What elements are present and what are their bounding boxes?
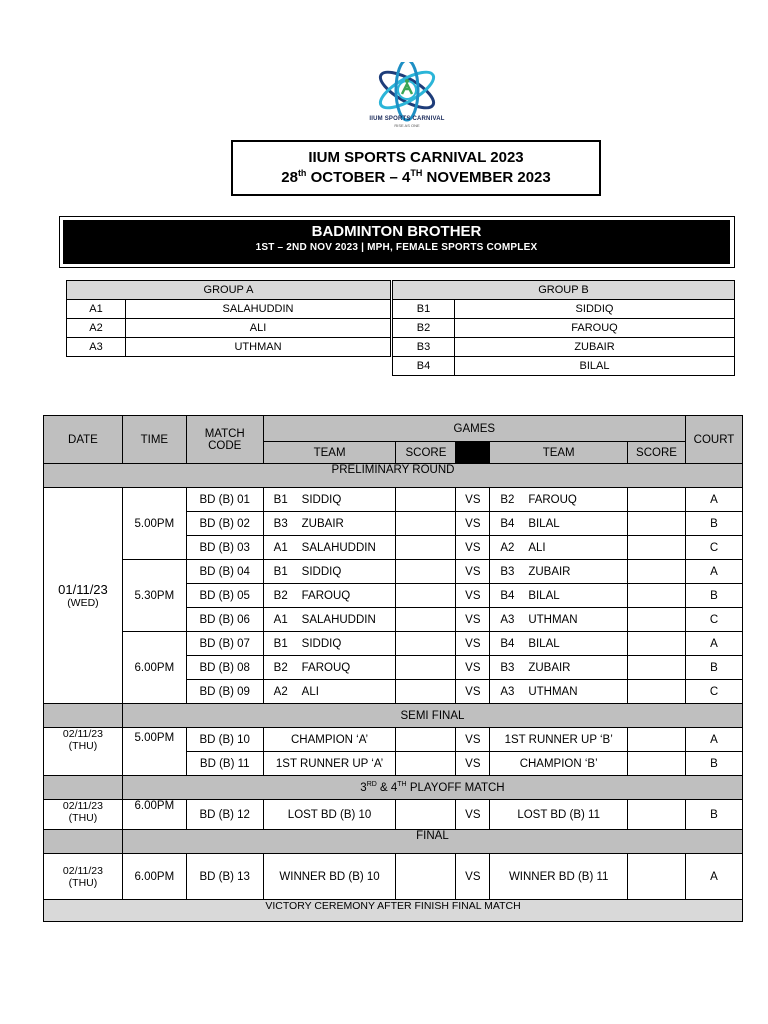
preliminary-date: 01/11/23 (WED): [44, 488, 123, 704]
table-row: BD (B) 03 A1 SALAHUDDIN VS A2 ALI C: [44, 536, 743, 560]
table-row: B3 ZUBAIR: [393, 338, 735, 357]
playoff-label: 3RD & 4TH PLAYOFF MATCH: [122, 776, 742, 800]
logo-subtext: RISE AS ONE: [394, 123, 420, 128]
group-a-header: GROUP A: [67, 281, 391, 300]
table-row: BD (B) 08 B2 FAROUQ VS B3 ZUBAIR B: [44, 656, 743, 680]
table-row: BD (B) 05 B2 FAROUQ VS B4 BILAL B: [44, 584, 743, 608]
event-dates: 28th OCTOBER – 4TH NOVEMBER 2023: [281, 168, 551, 186]
score-cell: [628, 488, 686, 512]
table-row: BD (B) 06 A1 SALAHUDDIN VS A3 UTHMAN C: [44, 608, 743, 632]
table-row: B4 BILAL: [393, 357, 735, 376]
group-b-table: [392, 280, 735, 376]
table-row: 6.00PM BD (B) 07 B1 SIDDIQ VS B4 BILAL A: [44, 632, 743, 656]
score-header: SCORE: [396, 442, 456, 464]
table-row: 01/11/23 (WED) 5.00PM BD (B) 01 B1 SIDDIQ VS B2 FAROUQ A: [44, 488, 743, 512]
score-cell: [396, 488, 456, 512]
table-row: BD (B) 09 A2 ALI VS A3 UTHMAN C: [44, 680, 743, 704]
score-cell: [628, 584, 686, 608]
score-cell: [628, 512, 686, 536]
event-name: BADMINTON BROTHER: [311, 223, 482, 240]
table-row: A3 UTHMAN: [67, 338, 391, 357]
slot-time: 6.00PM: [122, 632, 186, 704]
semi-date: 02/11/23 (THU): [44, 728, 123, 776]
score-cell: [396, 512, 456, 536]
group-b-header: GROUP B: [393, 281, 735, 300]
title-box: [231, 140, 601, 196]
match-code-header: MATCH CODE: [186, 416, 263, 464]
preliminary-round-label: PRELIMINARY ROUND: [44, 464, 743, 488]
group-a-table: [66, 280, 391, 357]
final-label: FINAL: [122, 830, 742, 854]
slot-time: 5.00PM: [122, 488, 186, 560]
score-cell: [396, 728, 456, 752]
table-row: 02/11/23 (THU) 5.00PM BD (B) 10 CHAMPION ‘A’ VS 1ST RUNNER UP ‘B’ A: [44, 728, 743, 752]
score-cell: [396, 584, 456, 608]
team-header: TEAM: [490, 442, 628, 464]
score-cell: [628, 632, 686, 656]
semi-time: 5.00PM: [122, 728, 186, 776]
team-header: TEAM: [263, 442, 396, 464]
event-banner: [63, 220, 730, 264]
ceremony-note: VICTORY CEREMONY AFTER FINISH FINAL MATCH: [44, 900, 743, 922]
score-cell: [628, 536, 686, 560]
table-row: 02/11/23 (THU) 6.00PM BD (B) 12 LOST BD (B) 10 VS LOST BD (B) 11 B: [44, 800, 743, 830]
match-schedule-table: [43, 415, 743, 922]
table-row: B1 SIDDIQ: [393, 300, 735, 319]
slot-time: 5.30PM: [122, 560, 186, 632]
final-date: 02/11/23 (THU): [44, 854, 123, 900]
table-row: B2 FAROUQ: [393, 319, 735, 338]
table-row: BD (B) 11 1ST RUNNER UP ‘A’ VS CHAMPION ‘B’ B: [44, 752, 743, 776]
score-cell: [628, 800, 686, 830]
table-row: 02/11/23 (THU) 6.00PM BD (B) 13 WINNER BD (B) 10 VS WINNER BD (B) 11 A: [44, 854, 743, 900]
playoff-time: 6.00PM: [122, 800, 186, 830]
score-cell: [396, 632, 456, 656]
score-cell: [628, 656, 686, 680]
table-row: A1 SALAHUDDIN: [67, 300, 391, 319]
score-cell: [396, 608, 456, 632]
score-cell: [628, 560, 686, 584]
score-cell: [628, 680, 686, 704]
playoff-date: 02/11/23 (THU): [44, 800, 123, 830]
event-title: IIUM SPORTS CARNIVAL 2023: [308, 149, 524, 166]
table-row: 5.30PM BD (B) 04 B1 SIDDIQ VS B3 ZUBAIR A: [44, 560, 743, 584]
table-row: BD (B) 02 B3 ZUBAIR VS B4 BILAL B: [44, 512, 743, 536]
score-cell: [396, 854, 456, 900]
score-cell: [396, 560, 456, 584]
final-time: 6.00PM: [122, 854, 186, 900]
vs-header-blank: [456, 442, 490, 464]
semi-final-label: SEMI FINAL: [122, 704, 742, 728]
logo-text: IIUM SPORTS CARNIVAL: [369, 116, 445, 122]
score-cell: [628, 752, 686, 776]
score-cell: [628, 854, 686, 900]
score-cell: [628, 728, 686, 752]
games-header: GAMES: [263, 416, 685, 442]
score-cell: [396, 680, 456, 704]
score-cell: [396, 800, 456, 830]
score-cell: [628, 608, 686, 632]
score-cell: [396, 656, 456, 680]
score-cell: [396, 752, 456, 776]
score-cell: [396, 536, 456, 560]
table-row: A2 ALI: [67, 319, 391, 338]
score-header: SCORE: [628, 442, 686, 464]
court-header: COURT: [685, 416, 742, 464]
date-header: DATE: [44, 416, 123, 464]
event-details: 1ST – 2ND NOV 2023 | MPH, FEMALE SPORTS COMPLEX: [255, 242, 538, 253]
time-header: TIME: [122, 416, 186, 464]
